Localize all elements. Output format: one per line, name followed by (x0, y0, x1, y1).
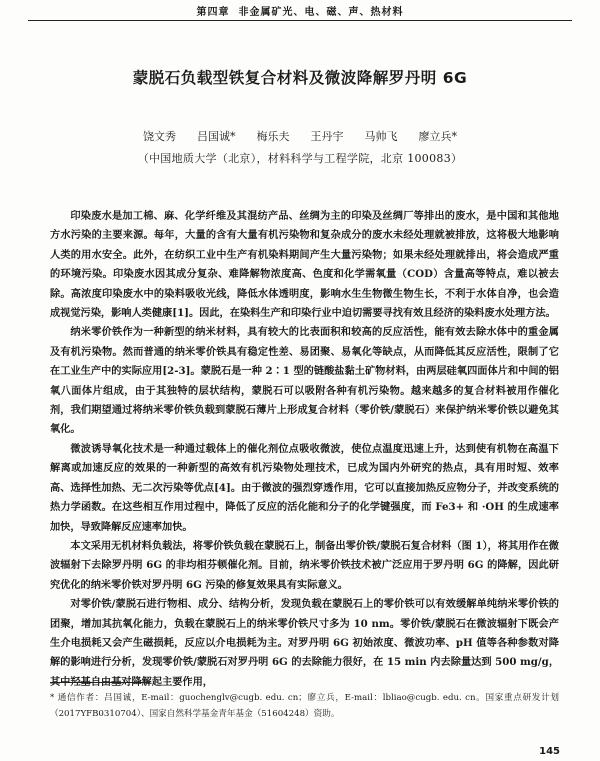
footnote: * 通信作者：吕国诚，E-mail：guochenglv@cugb. edu. cn；廖立兵，E-mail：lbliao@cugb. edu. cn。国家重点研发计划（2017YFB0310704）、国家自然科学基金青年基金（51604248）资助。 (50, 693, 559, 719)
paragraph-3: 微波诱导氧化技术是一种通过载体上的催化剂位点吸收微波，使位点温度迅速上升，达到使有机物在高温下解离或加速反应的效果的一种新型的高效有机污染物处理技术，已成为国内外研究的热点，具有用时短、效率高、选择性加热、无二次污染等优点[4]。由于微波的强烈穿透作用，它可以直接加热反应物分子，并改变系统的热力学函数。在这些相互作用过程中，降低了反应的活化能和分子的化学键强度，而 Fe3+ 和 ·OH 的生成速率加快，导致降解反应速率加快。 (50, 442, 559, 533)
page-number: 145 (539, 746, 560, 757)
paper-title: 蒙脱石负载型铁复合材料及微波降解罗丹明 6G (132, 69, 468, 87)
paragraph-4: 本文采用无机材料负载法，将零价铁负载在蒙脱石上，制备出零价铁/蒙脱石复合材料（图 1），将其用作在微波辐射下去除罗丹明 6G 的非均相芬顿催化剂。目前，纳米零价铁技术被广泛应用于罗丹明 6G 的降解，因此研究优化的纳米零价铁对罗丹明 6G 污染的修复效果具有实际意义。 (50, 539, 559, 591)
header-rule (28, 20, 572, 21)
footnote-rule (50, 682, 150, 683)
paragraph-5: 对零价铁/蒙脱石进行物相、成分、结构分析，发现负载在蒙脱石上的零价铁可以有效缓解单纯纳米零价铁的团聚，增加其抗氧化能力，负载在蒙脱石上的纳米零价铁尺寸多为 10 nm。零价铁/蒙脱石在微波辐射下既会产生介电损耗又会产生磁损耗，反应以介电损耗为主。对罗丹明 6G 初始浓度、微波功率、pH 值等各种参数对降解的影响进行分析，发现零价铁/蒙脱石对罗丹明 6G 的去除能力很好，在 15 min 内去除量达到 500 mg/g，其中羟基自由基对降解起主要作用， (50, 598, 559, 688)
author-list: 饶文秀 吕国诚* 梅乐夫 王丹宇 马帅飞 廖立兵* (143, 130, 457, 143)
body-text (50, 207, 559, 692)
paragraph-2: 纳米零价铁作为一种新型的纳米材料，具有较大的比表面积和较高的反应活性，能有效去除水体中的重金属及有机污染物。然而普通的纳米零价铁具有稳定性差、易团聚、易氧化等缺点，从而降低其反应活性，限制了它在工业生产中的实际应用[2-3]。蒙脱石是一种 2∶1 型的链酸盐黏土矿物材料，由两层硅氧四面体片和中间的铝氧八面体片组成，由于其独特的层状结构，蒙脱石可以吸附各种有机污染物。越来越多的复合材料被用作催化剂，我们期望通过将纳米零价铁负载到蒙脱石薄片上形成复合材料（零价铁/蒙脱石）来保护纳米零价铁以避免其氧化。 (50, 326, 559, 436)
paragraph-1: 印染废水是加工棉、麻、化学纤维及其混纺产品、丝绸为主的印染及丝绸厂等排出的废水，是中国和其他地方水污染的主要来源。每年，大量的含有大量有机污染物和复杂成分的废水未经处理就被排放，这将极大地影响人类的用水安全。此外，在纺织工业中生产有机染料期间产生大量污染物；如果未经处理就排出，将会造成严重的环境污染。印染废水因其成分复杂、难降解物浓度高、色度和化学需氧量（COD）含量高等特点，难以被去除。高浓度印染废水中的染料吸收光线，降低水体透明度，影响水生生物微生物生长，不利于水体自净，也会造成视觉污染，影响人类健康[1]。因此，在染料生产和印染行业中迫切需要寻找有效且经济的染料废水处理方法。 (50, 210, 559, 320)
running-head: 第四章 非金属矿光、电、磁、声、热材料 (196, 7, 404, 18)
affiliation: （中国地质大学（北京），材料科学与工程学院，北京 100083） (137, 152, 463, 165)
